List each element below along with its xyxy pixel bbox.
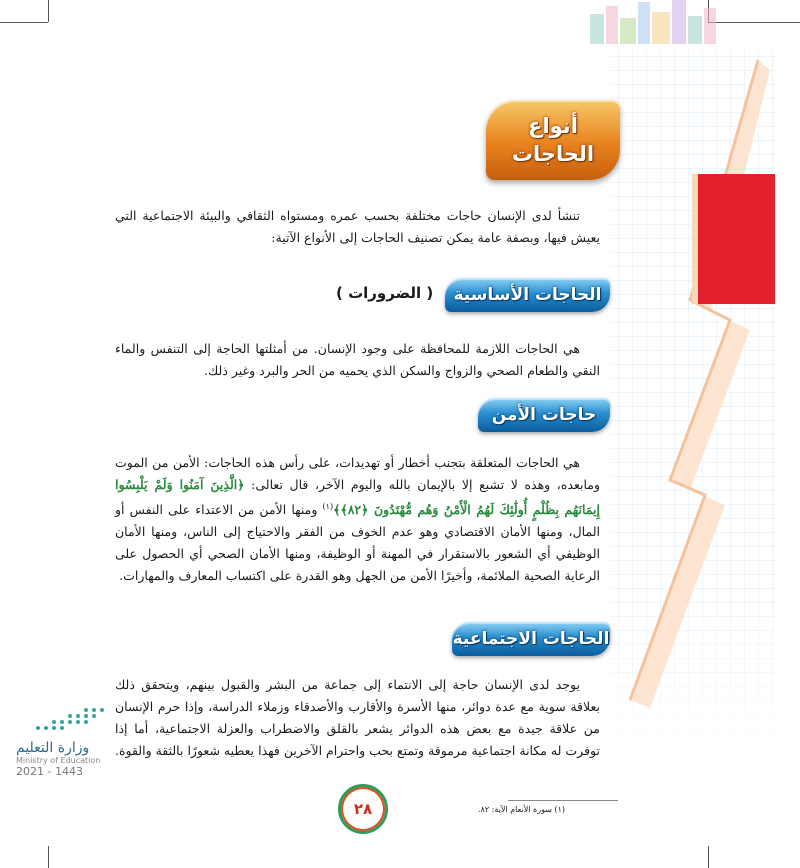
- security-text-after: ومنها الأمن من الاعتداء على النفس أو المال، ومنها الأمان الاقتصادي وهو عدم الخوف من الفقر والاحتياج إلى الناس، ومنها الأمان الوظيفي أي الشعور بالاستقرار في المهنة أو الوظيفة، ومنها الأمان الصحي أي الحصول على الرعاية الصحية الملائمة، وأخيرًا الأمن من الجهل وهو القدرة على اكتساب المعارف والمهارات.: [115, 502, 600, 584]
- footnote: (١) سورة الأنعام الآية: ٨٢.: [478, 805, 566, 814]
- heading-social-needs-label: الحاجات الاجتماعية: [452, 629, 610, 649]
- red-edge-tab: [697, 174, 775, 304]
- ministry-year: 2021 - 1443: [16, 765, 83, 778]
- basic-needs-subtitle: ( الضرورات ): [336, 284, 434, 302]
- title-line-1: أنواع: [528, 114, 578, 138]
- footnote-ref: (١): [322, 502, 334, 511]
- chapter-title-badge: [486, 100, 620, 180]
- ministry-dots-icon: [16, 706, 106, 732]
- security-needs-paragraph: [115, 452, 600, 587]
- heading-basic-needs: [445, 278, 610, 312]
- crop-mark: [0, 22, 48, 23]
- heading-security-needs: [478, 398, 610, 432]
- title-line-2: الحاجات: [511, 142, 595, 166]
- crop-mark: [48, 0, 49, 22]
- page-number: ٢٨: [338, 784, 388, 834]
- skyline-illustration: [590, 0, 716, 44]
- footnote-divider: [508, 800, 618, 801]
- heading-social-needs: [452, 622, 610, 656]
- crop-mark: [708, 846, 709, 868]
- heading-security-needs-label: حاجات الأمن: [491, 405, 597, 425]
- quran-verse: ﴿الَّذِينَ آمَنُوا وَلَمْ يَلْبِسُوا إِيمَانَهُم بِظُلْمٍ أُولَٰئِكَ لَهُمُ الْأَمْنُ وَهُم مُّهْتَدُونَ ﴿٨٢﴾﴾: [115, 477, 600, 518]
- ministry-name-arabic: وزارة التعليم: [16, 740, 90, 756]
- heading-basic-needs-label: الحاجات الأساسية: [453, 285, 602, 305]
- ministry-logo: [16, 706, 136, 778]
- crop-mark: [48, 846, 49, 868]
- intro-paragraph: تنشأ لدى الإنسان حاجات مختلفة بحسب عمره ومستواه الثقافي والبيئة الاجتماعية التي يعيش فيها، وبصفة عامة يمكن تصنيف الحاجات إلى الأنواع الآتية:: [115, 208, 600, 245]
- security-text-before: هي الحاجات المتعلقة بتجنب أخطار أو تهديدات، على رأس هذه الحاجات: الأمن من الموت ومابعده، وهذه لا تشبع إلا بالإيمان بالله واليوم الآخر، قال تعالى:: [115, 455, 600, 492]
- ministry-name-english: Ministry of Education: [16, 756, 101, 765]
- social-needs-paragraph: يوجد لدى الإنسان حاجة إلى الانتماء إلى جماعة من البشر والقبول بينهم، ويتحقق ذلك بعلاقة سوية مع عدة دوائر، منها الأسرة والأقارب والأصدقاء وزملاء الدراسة، وإذا حرم الإنسان من علاقة جيدة مع بعض هذه الدوائر يشعر بالقلق والاضطراب والعزلة الاجتماعية، أما إذا توفرت له مكانة اجتماعية مرموقة وتمتع بحب واحترام الآخرين فهذا يعطيه شعورًا بالثقة والقوة.: [114, 677, 600, 758]
- basic-needs-paragraph: هي الحاجات اللازمة للمحافظة على وجود الإنسان. من أمثلتها الحاجة إلى التنفس والماء النقي والطعام الصحي والزواج والسكن الذي يحميه من الحر والبرد وغير ذلك.: [115, 341, 600, 378]
